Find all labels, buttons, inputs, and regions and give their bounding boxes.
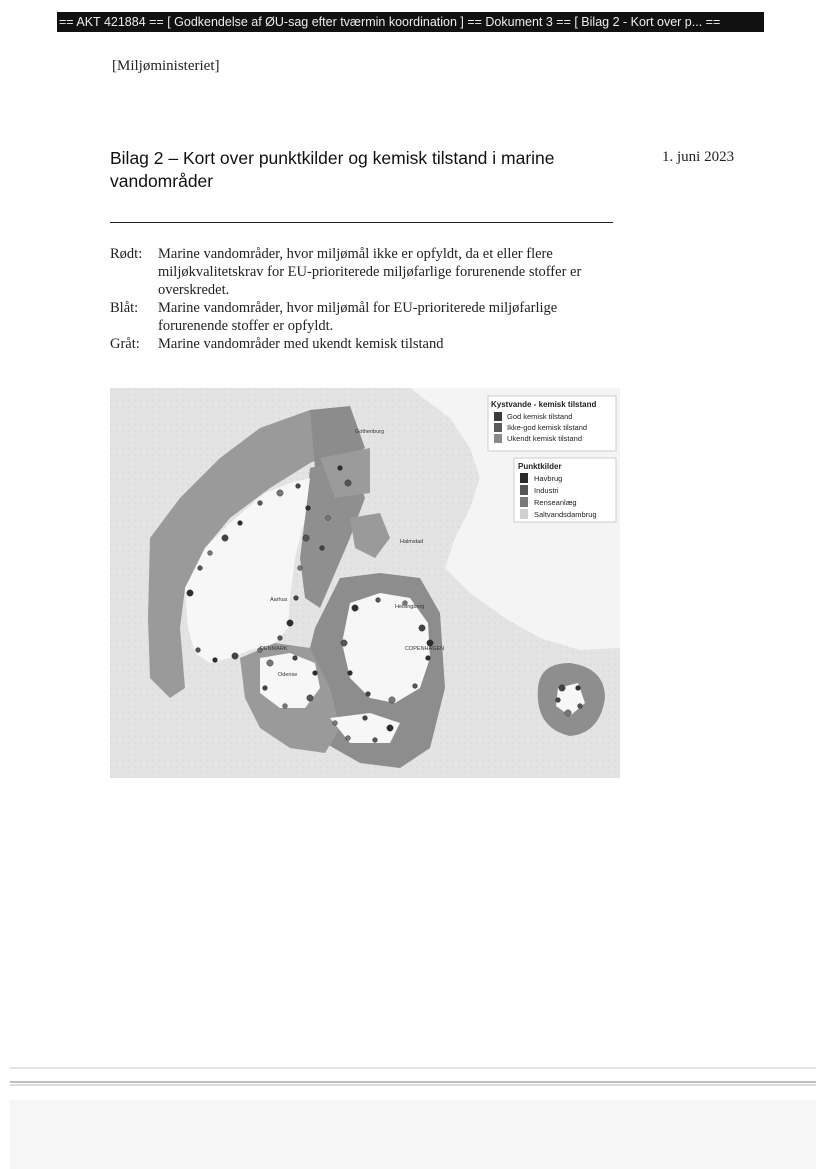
point-source-marker xyxy=(307,695,313,701)
point-source-marker xyxy=(278,636,283,641)
point-source-marker xyxy=(333,721,338,726)
place-label-odense: Odense xyxy=(278,672,298,678)
explanation-grey xyxy=(110,335,630,353)
point-source-marker xyxy=(326,516,331,521)
point-source-marker xyxy=(348,671,353,676)
legend-item-saltvandsdambrug: Saltvandsdambrug xyxy=(534,510,597,519)
explanation-text: Marine vandområder med ukendt kemisk tilstand xyxy=(158,336,444,352)
place-label-gothenburg: Gothenburg xyxy=(355,429,385,435)
point-source-marker xyxy=(222,535,228,541)
document-date: 1. juni 2023 xyxy=(662,149,735,165)
point-source-marker xyxy=(387,725,393,731)
point-source-marker xyxy=(389,697,395,703)
point-source-marker xyxy=(238,521,243,526)
point-source-marker xyxy=(363,716,368,721)
point-source-marker xyxy=(303,535,309,541)
legend-point-sources xyxy=(514,458,616,522)
point-source-marker xyxy=(565,710,571,716)
point-source-marker xyxy=(258,501,263,506)
place-label-denmark: DENMARK xyxy=(260,646,288,652)
point-source-marker xyxy=(232,653,238,659)
legend-swatch-renseanlaeg xyxy=(520,497,528,507)
point-source-marker xyxy=(419,625,425,631)
legend-item-havbrug: Havbrug xyxy=(534,474,563,483)
point-source-marker xyxy=(578,704,583,709)
point-source-marker xyxy=(576,686,581,691)
point-source-marker xyxy=(277,490,283,496)
point-source-marker xyxy=(208,551,213,556)
legend-item-industri: Industri xyxy=(534,486,559,495)
place-label-copenhagen: COPENHAGEN xyxy=(405,646,445,652)
point-source-marker xyxy=(298,566,303,571)
document-banner: == AKT 421884 == [ Godkendelse af ØU-sag efter tværmin koordination ] == Dokument 3 == [ Bilag 2 - Kort over p... == xyxy=(57,12,764,32)
explanation-key: Blåt: xyxy=(110,300,139,316)
point-source-marker xyxy=(426,656,431,661)
point-source-marker xyxy=(283,704,288,709)
legend-chemical-title: Kystvande - kemisk tilstand xyxy=(491,400,597,409)
point-source-marker xyxy=(296,484,301,489)
point-source-marker xyxy=(341,640,347,646)
point-source-marker xyxy=(413,684,418,689)
point-source-marker xyxy=(346,736,351,741)
place-label-aarhus: Aarhus xyxy=(270,597,288,603)
explanation-key: Rødt: xyxy=(110,246,143,262)
point-source-marker xyxy=(294,596,299,601)
place-label-helsingborg: Helsingborg xyxy=(395,604,425,610)
color-explanation xyxy=(110,245,630,353)
point-source-marker xyxy=(559,685,565,691)
point-source-marker xyxy=(366,692,371,697)
point-source-marker xyxy=(198,566,203,571)
explanation-text: Marine vandområder, hvor miljømål for EU-prioriterede miljøfarlige forurenende stoffer er opfyldt. xyxy=(158,300,558,334)
point-source-marker xyxy=(196,648,201,653)
legend-swatch-saltvandsdambrug xyxy=(520,509,528,519)
scan-footer-lines xyxy=(0,1060,826,1169)
point-source-marker xyxy=(287,620,293,626)
legend-swatch-not-good xyxy=(494,423,502,432)
denmark-map xyxy=(110,388,620,778)
legend-points-title: Punktkilder xyxy=(518,462,562,471)
point-source-marker xyxy=(320,546,325,551)
page-title: Bilag 2 – Kort over punktkilder og kemisk tilstand i marine vandområder xyxy=(110,148,555,191)
place-label-halmstad: Halmstad xyxy=(400,539,424,545)
explanation-key: Gråt: xyxy=(110,336,140,352)
point-source-marker xyxy=(263,686,268,691)
point-source-marker xyxy=(556,698,561,703)
explanation-blue xyxy=(110,299,630,335)
point-source-marker xyxy=(373,738,378,743)
explanation-text: Marine vandområder, hvor miljømål ikke er opfyldt, da et eller flere miljøkvalitetskrav for EU-prioriterede miljøfarlige forurenende stoffer er overskredet. xyxy=(158,246,582,298)
legend-item-unknown: Ukendt kemisk tilstand xyxy=(507,434,583,443)
legend-swatch-havbrug xyxy=(520,473,528,483)
point-source-marker xyxy=(338,466,343,471)
point-source-marker xyxy=(376,598,381,603)
legend-swatch-unknown xyxy=(494,434,502,443)
point-source-marker xyxy=(313,671,318,676)
point-source-marker xyxy=(306,506,311,511)
legend-item-good: God kemisk tilstand xyxy=(507,412,573,421)
legend-chemical-status xyxy=(488,396,616,451)
title-divider xyxy=(110,222,613,223)
point-source-marker xyxy=(345,480,351,486)
point-source-marker xyxy=(213,658,218,663)
legend-swatch-industri xyxy=(520,485,528,495)
explanation-red xyxy=(110,245,630,299)
legend-swatch-good xyxy=(494,412,502,421)
ministry-name: [Miljøministeriet] xyxy=(112,58,220,74)
legend-item-renseanlaeg: Renseanlæg xyxy=(534,498,577,507)
point-source-marker xyxy=(293,656,298,661)
point-source-marker xyxy=(267,660,273,666)
point-source-marker xyxy=(187,590,193,596)
legend-item-not-good: Ikke-god kemisk tilstand xyxy=(507,423,588,432)
point-source-marker xyxy=(352,605,358,611)
